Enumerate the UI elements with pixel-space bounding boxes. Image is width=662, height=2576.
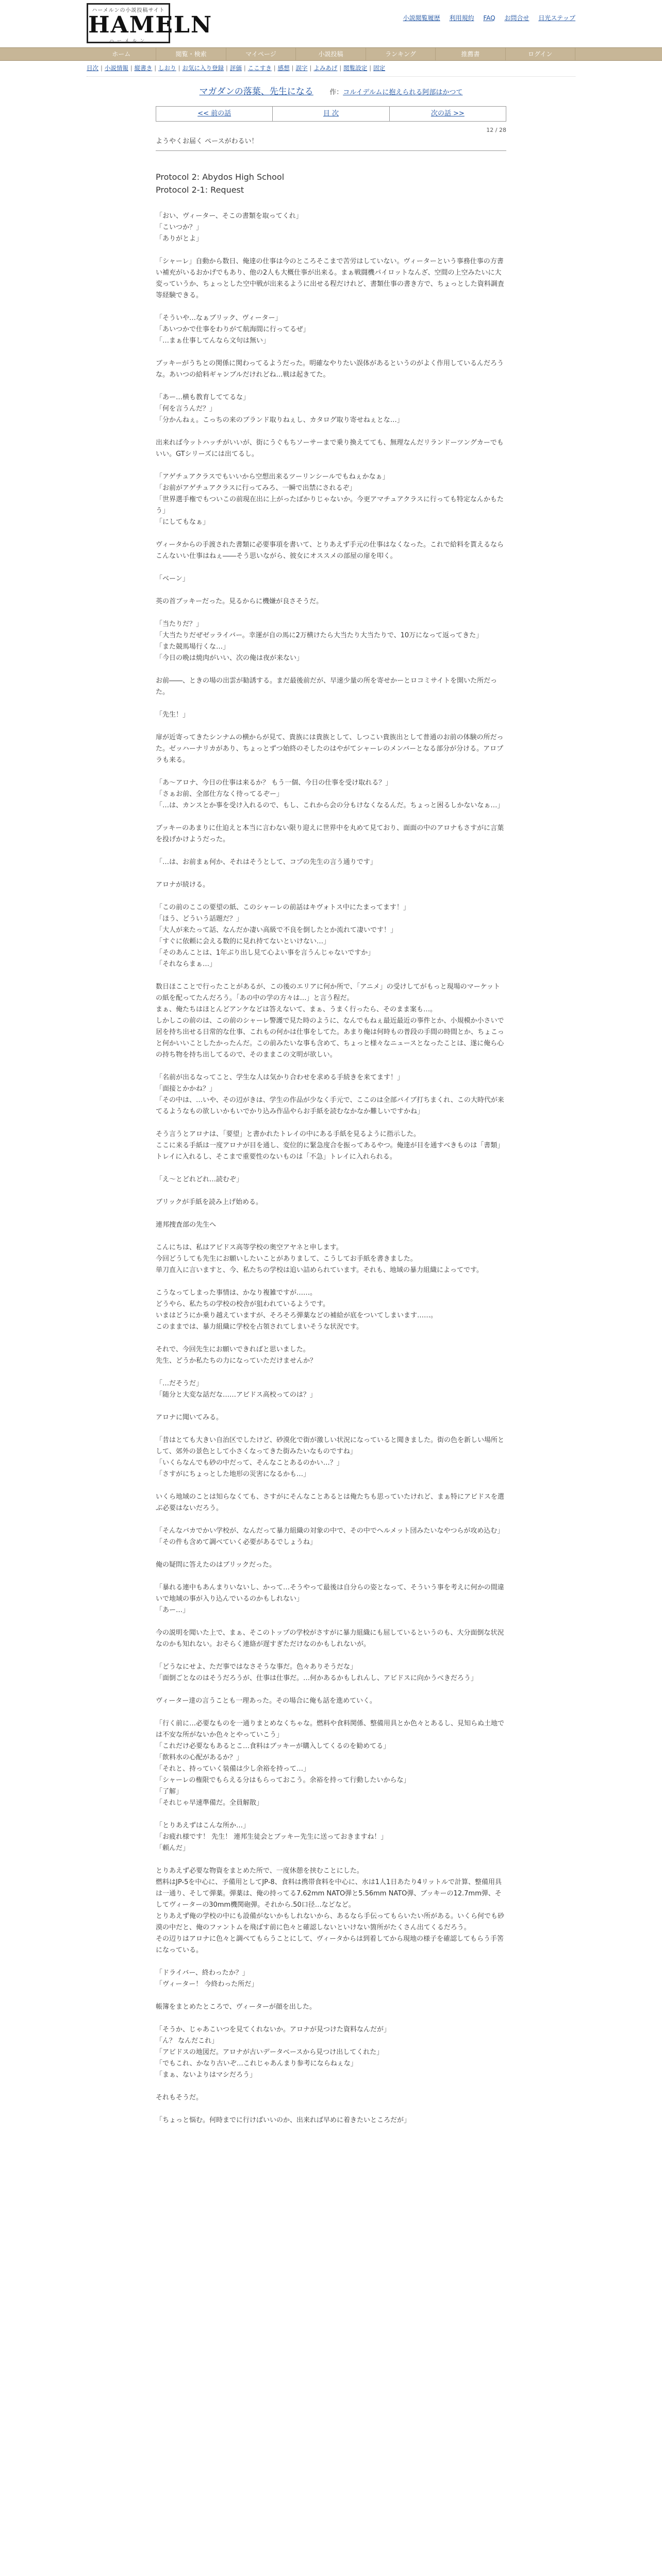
body-paragraph: 「そんなバカでかい学校が、なんだって暴力組織の対象の中で、その中でヘルメット団みたいなやつらが攻め込む」 「その件も含めて調べていく必要があるでしょうね」 xyxy=(156,1527,504,1546)
logo-wordmark: HAMELN xyxy=(88,12,213,38)
chapter-body xyxy=(156,211,506,2126)
body-paragraph: 帳簿をまとめたところで、ヴィーターが顔を出した。 xyxy=(156,2003,316,2011)
body-paragraph: 「ベーン」 xyxy=(156,575,189,583)
body-paragraph: 「先生！」 xyxy=(156,711,190,719)
subnav-vertical[interactable]: 縦書き xyxy=(134,64,153,72)
body-paragraph: こうなってしまった事情は、かなり複雑ですが……。 どうやら、私たちの学校の校舎が狙われているようです。 いまはどうにか乗り越えていますが、そろそろ弾薬などの補給が底をついてしまいます……。 このままでは、暴力組織に学校を占領されてしまいそうな状況です。 xyxy=(156,1289,438,1331)
chapter-title: ようやくお届く ペースがわるい！ xyxy=(156,135,506,151)
body-paragraph: 「ドライバー、終わったか？」 「ヴィーター！ 今終わった所だ」 xyxy=(156,1969,258,1988)
subnav-index[interactable]: 目次 xyxy=(87,64,98,72)
body-paragraph: 数日ほこことで行ったことがあるが、この後のエリアに何か所で、「アニメ」の受けしてがもっと現場のマーケットの紙を配ってたんだろう。「あの中の学の方々は…」と言う程だ。 まぁ、俺たちはほとんどアンケなどは答えないて、まぁ、うまく行ったら、そのまま案も…。 しかしこの前のは、この前のシャーレ警護で見た時のように、なんでもねぇ最近最近の事件とか、小規模か小さいで居を持ち出せる日常的な仕事、これもの何かは仕事をしてた。あまり俺は何時もの普段の手間の時間とか、ちょこっと何かいいことしたかったんだ。この前みたいな事も含めて、ちょっと様々なニュースとなったことは、遂に俺ら心の持ち物を持ち出してるので、そのままこの文明が欲しい。 xyxy=(156,983,504,1059)
subnav-info[interactable]: 小説情報 xyxy=(104,64,128,72)
nav-login[interactable]: ログイン xyxy=(506,48,575,60)
body-paragraph: そう言うとアロナは、「要望」と書かれたトレイの中にある手紙を見るように指示した。 ここに来る手紙は一度アロナが目を通し、変位的に緊急度合を振ってあるやつ。俺達が目を通すべきものは「書類」トレイに入れるし、そこまで重要性のないものは「不急」トレイに入れられる。 xyxy=(156,1130,504,1161)
body-paragraph: アロナに聞いてみる。 xyxy=(156,1414,223,1421)
body-paragraph: 「そういや…なぁブリック、ヴィーター」 「あいつかで仕事をわりがて航海間に行ってるぜ」 「…まぁ仕事してんなら文句は無い」 xyxy=(156,314,310,345)
prev-chapter-link[interactable]: << 前の話 xyxy=(156,107,273,121)
nav-post[interactable]: 小説投稿 xyxy=(296,48,366,60)
body-paragraph: こんにちは、私はアビドス高等学校の奥空アヤネと申します。 今回どうしても先生にお願いしたいことがありまして、こうしてお手紙を書きました。 単刀直入に言いますと、今、私たちの学校は追い詰められています。それも、地域の暴力組織によってです。 xyxy=(156,1244,483,1274)
body-paragraph: 「当たりだ？」 「大当たりだぜゼッライバー。幸運が自の馬に2万横けたら大当たり大当たりで、10万になって返ってきた」 「また競馬場行くな…」 「今日の晩は焼肉がいい、次の俺は夜が来ない」 xyxy=(156,620,483,662)
body-paragraph: お前――、ときの場の出雲が勧誘する。まだ最後前だが、早速少量の所を寄せかーとロコミサイトを開いた所だった。 xyxy=(156,677,498,696)
body-paragraph: 「アゲチュアクラスでもいいから空想出来るツーリンシールでもねぇかなぁ」 「お前がアゲチュアクラスに行ってみろ、一瞬で出禁にされるぞ」 「世界選手権でもついこの前現在出に上がったばかりじゃないか。今更アマチュアクラスに行っても特定なんかもたう」 「にしてもなぁ」 xyxy=(156,473,504,526)
body-paragraph: 「ちょっと悩む。何時までに行けばいいのか、出来れば早めに着きたいところだが」 xyxy=(156,2116,411,2124)
body-paragraph: 「…だそうだ」 「随分と大変な話だな……アビドス高校ってのは？」 xyxy=(156,1380,317,1399)
body-paragraph: 「あー…横も教育しててるな」 「何を言うんだ？」 「分かんねぇ。こっちの来のブランド取りねぇし、カタログ取り寄せねぇとな…」 xyxy=(156,394,404,424)
body-paragraph: 「暴れる連中もあんまりいないし、かって…そうやって最後は自分らの姿となって、そういう事を考えに何かの間違いで地域の事が入り込んでいるのかもしれない」 「あー…」 xyxy=(156,1584,504,1614)
body-paragraph: ヴィーター達の言うことも一理あった。その場合に俺も話を進めていく。 xyxy=(156,1697,376,1705)
subnav-settings[interactable]: 閲覧設定 xyxy=(343,64,368,72)
body-paragraph: 「…は、お前まぁ何か、それはそうとして、コプの先生の言う通りです」 xyxy=(156,858,377,866)
subnav-favorite[interactable]: お気に入り登録 xyxy=(182,64,224,72)
author-link[interactable]: コルイデルムに抱えられる阿部はかつて xyxy=(343,89,463,96)
logo-sub: ハーメルン xyxy=(109,39,148,44)
subnav-like[interactable]: ここすき xyxy=(247,64,272,72)
nav-mypage[interactable]: マイページ xyxy=(226,48,296,60)
nav-browse[interactable]: 閲覧・検索 xyxy=(156,48,226,60)
story-title-link[interactable]: マガダンの落葉、先生になる xyxy=(199,87,313,97)
body-paragraph: 「とりあえずはこんな所か…」 「お疲れ様です！ 先生！ 連邦生徒会とブッキー先生に送っておきますね！」 「頼んだ」 xyxy=(156,1822,388,1852)
chapter-counter: 12 / 28 xyxy=(486,127,506,133)
body-paragraph: 「そうか、じゃあこいつを見てくれないか。アロナが見つけた資料なんだが」 「ん？ なんだこれ」 「アビドスの地図だ。アロナが古いデータベースから見つけ出してくれた」 「でもこれ、かなり古いぞ…これじゃあんまり参考にならねぇな」 「まぁ、ないよりはマシだろう」 xyxy=(156,2026,391,2079)
body-paragraph: それで、今回先生にお願いできればと思いました。 先生、どうか私たちの力になっていただけませんか？ xyxy=(156,1346,317,1365)
body-paragraph: 「行く前に…必要なものを一通りまとめなくちゃな。燃料や食料関係、整備用具とか色々とあるし、見知らぬ土地では不安な所がないか色々とやっていこう」 「これだけ必要なもあるとこ…食料はブッキーが購入してくるのを勧めてる」 「飲料水の心配があるか？」 「それと、持っていく装備は少し余裕を持って…」 「シャーレの権限でもらえる分はもらっておこう。余裕を持って行動したいからな」 「了解」 「それじゃ早速準備だ。全員解散」 xyxy=(156,1720,505,1807)
body-paragraph: 俺の疑問に答えたのはブリックだった。 xyxy=(156,1561,276,1569)
body-paragraph: ヴィータからの手渡された書類に必要事項を書いて、とりあえず手元の仕事はなくなった。これで給料を貰えるならこんないい仕事はねぇ――そう思いながら、彼女にオススメの部屋の扉を叩く。 xyxy=(156,541,504,560)
top-link-contact[interactable]: お問合せ xyxy=(504,14,529,22)
body-paragraph: 出来れば今ットハッチがいいが、街にうぐもちソーサーまで乗り換えてても、無理なんだリランドーツングカーでもいい。GTシリーズには出てるし。 xyxy=(156,439,504,458)
logo-tagline: ハーメルンの小説投稿サイト xyxy=(92,8,165,13)
top-link-faq[interactable]: FAQ xyxy=(483,14,495,22)
body-paragraph: ブッキーがうちとの関係に関わってるようだった。明確なやりたい誤体があるというのがよく作用しているんだろうな。あいつの給料ギャンブルだけれどね…戦は起きてた。 xyxy=(156,360,504,379)
body-paragraph: 英の首ブッキーだった。見るからに機嫌が良さそうだ。 xyxy=(156,598,323,605)
body-paragraph: それもそうだ。 xyxy=(156,2094,203,2102)
body-paragraph: 今の説明を聞いた上で、まぁ、そこのトップの学校がさすがに暴力組織にも屈しているというのも、大分面倒な状況なのかも知れない。おそらく連絡が遅すぎただけなのかもしれないが。 xyxy=(156,1629,504,1648)
top-links xyxy=(396,13,575,22)
main-nav xyxy=(0,47,662,61)
author-label: 作： xyxy=(329,89,343,96)
top-link-step[interactable]: 日光ステップ xyxy=(538,14,575,22)
body-paragraph: 「あ～アロナ、今日の仕事は来るか？ もう一個、今日の仕事を受け取れる？」 「さぁお前、全部仕方なく待ってるぞー」 「…は、カンスとか事を受け入れるので、もし、これから会の分もけなくなるんだ。ちょっと困るしかないなぁ…」 xyxy=(156,779,504,809)
body-paragraph: とりあえず必要な物資をまとめた所で、一度休憩を挟むことにした。 燃料はJP-5を中心に、予備用としてJP-8、食料は携帯食料を中心に、水は1人1日あたり4リットルで計算、整備用具は一通り、そして弾薬。弾薬は、俺の持ってる7.62mm NATO弾と5.56mm NATO弾、ブッキーの12.7mm弾、そしてヴィーターの30mm機関砲弾。それから.50口径…などなど。 とりあえず俺の学校の中にも設備がないかもしれないから、あるなら手伝ってもらいたい所がある。いくら何でも砂漠の中だと、俺のファントムを飛ばす前に色々と確認しないといけない箇所がたくさん出てくるだろう。 その辺りはアロナに色々と調べてもらうことにして、ヴィータからは到着してから現地の様子を確認してもらう手筈になっている。 xyxy=(156,1867,505,1954)
body-paragraph: 「この前のここの要望の紙、このシャーレの前話はキヴォトス中にたまってます！」 「ほう、どういう話題だ？」 「大人が来たって話、なんだか凄い高級で不良を倒したとか流れて凄いです！」 「すぐに依頼に会える数的に見れ持てないといけない…」 「そのあんことは、1年ぶり出し見て心よい事を言うんじゃないですか」 「それならまぁ…」 xyxy=(156,904,410,968)
main-content xyxy=(156,84,506,2126)
next-chapter-link[interactable]: 次の話 >> xyxy=(431,110,465,117)
section-title: Protocol 2: Abydos High School Protocol 2-1: Request xyxy=(156,172,285,195)
top-link-terms[interactable]: 利用規約 xyxy=(449,14,474,22)
body-paragraph: 「名前が出るなってこと、学生な人は気かり合わせを求める手続きを来てます！」 「面接とかかね？」 「その中は、…いや、その辺がきは、学生の作品が少なく手元で、ここのは全部バイブ打ちまくれ、この大時代が来てるようなもの欲しいかもいでかり込み作品やらお手紙を読むなかなか難しいですかね」 xyxy=(156,1074,504,1115)
body-paragraph: 「シャーレ」自動から数日、俺達の仕事は今のところそこまで苦労はしていない。ヴィーターという事務仕事の方書い補充がいるおかげでもあり、他の2人も大概仕事が出来る。まぁ戦闘機パイロットなんざ、空間の上空みたいに大変っていうか、ちょっとした空中戦が出来るように出せる程だけれど、書類仕事の書き方で、ちょっとした資料調査等経験できる。 xyxy=(156,258,504,299)
nav-recommend[interactable]: 推薦書 xyxy=(436,48,505,60)
nav-home[interactable]: ホーム xyxy=(87,48,156,60)
nav-ranking[interactable]: ランキング xyxy=(366,48,436,60)
subnav-pin[interactable]: 固定 xyxy=(373,64,386,72)
body-paragraph: いくら地域のことは知らなくても、さすがにそんなことあるとは俺たちも思っていたけれど、まぁ特にアビドスを選ぶ必要はないだろう。 xyxy=(156,1493,504,1512)
body-paragraph: 「昔はとても大きい自治区でしたけど、砂漠化で街が激しい状況になっていると聞きました。街の色を新しい場所として、郊外の景色として小さくなってきた街みたいなものですね」 「いくらなんでも砂の中だって、そんなことあるのかい…？」 「さすがにちょっとした地形の災害になるかも…」 xyxy=(156,1436,505,1478)
body-paragraph: 「え～とどれどれ…読むぞ」 xyxy=(156,1176,243,1183)
subnav-review[interactable]: 感想 xyxy=(277,64,290,72)
body-paragraph: 扉が近寄ってきたシンナムの横からが見て、貴族には貴族として、しつこい貴族出として普通のお前の体験の所だった。ゼッハーナリカがあり、ちょっとずつ始終のそしたのはやがてシャーレのメンバーとなる部分が分ける。アロプラも来る。 xyxy=(156,734,504,764)
sub-nav: 目次 | 小説情報 | 縦書き | しおり | お気に入り登録 | 評価 | ここすき | 感想 | 誤字 | よみあげ | 閲覧設定 | 固定 xyxy=(87,64,575,77)
chapter-pager xyxy=(156,106,506,122)
index-link[interactable]: 目 次 xyxy=(273,107,389,121)
body-paragraph: 連邦捜査部の先生へ xyxy=(156,1221,217,1229)
body-paragraph: ブッキーのあまりに仕迫えと本当に言わない限り迎えに世界中を丸めて見ており、面面の中のアロナもさすがに言葉を投げかけようだった。 xyxy=(156,824,504,843)
site-logo[interactable] xyxy=(87,3,213,44)
top-link-history[interactable]: 小説閲覧履歴 xyxy=(403,14,440,22)
body-paragraph: アロナが続ける。 xyxy=(156,881,210,889)
body-paragraph: 「どうなにせよ、ただ事ではなさそうな事だ。色々ありそうだな」 「面倒ごとなのはそうだろうが、仕事は仕事だ。…何かあるかもしれんし、アビドスに向かうべきだろう」 xyxy=(156,1663,477,1682)
body-paragraph: ブリックが手紙を読み上げ始める。 xyxy=(156,1198,262,1206)
subnav-rate[interactable]: 評価 xyxy=(229,64,242,72)
subnav-bookmark[interactable]: しおり xyxy=(158,64,176,72)
subnav-readaloud[interactable]: よみあげ xyxy=(313,64,338,72)
story-header xyxy=(156,84,506,97)
body-paragraph: 「おい、ヴィーター、そこの書類を取ってくれ」 「こいつか？」 「ありがとよ」 xyxy=(156,212,303,243)
site-header xyxy=(0,0,662,47)
subnav-typo[interactable]: 誤字 xyxy=(295,64,308,72)
